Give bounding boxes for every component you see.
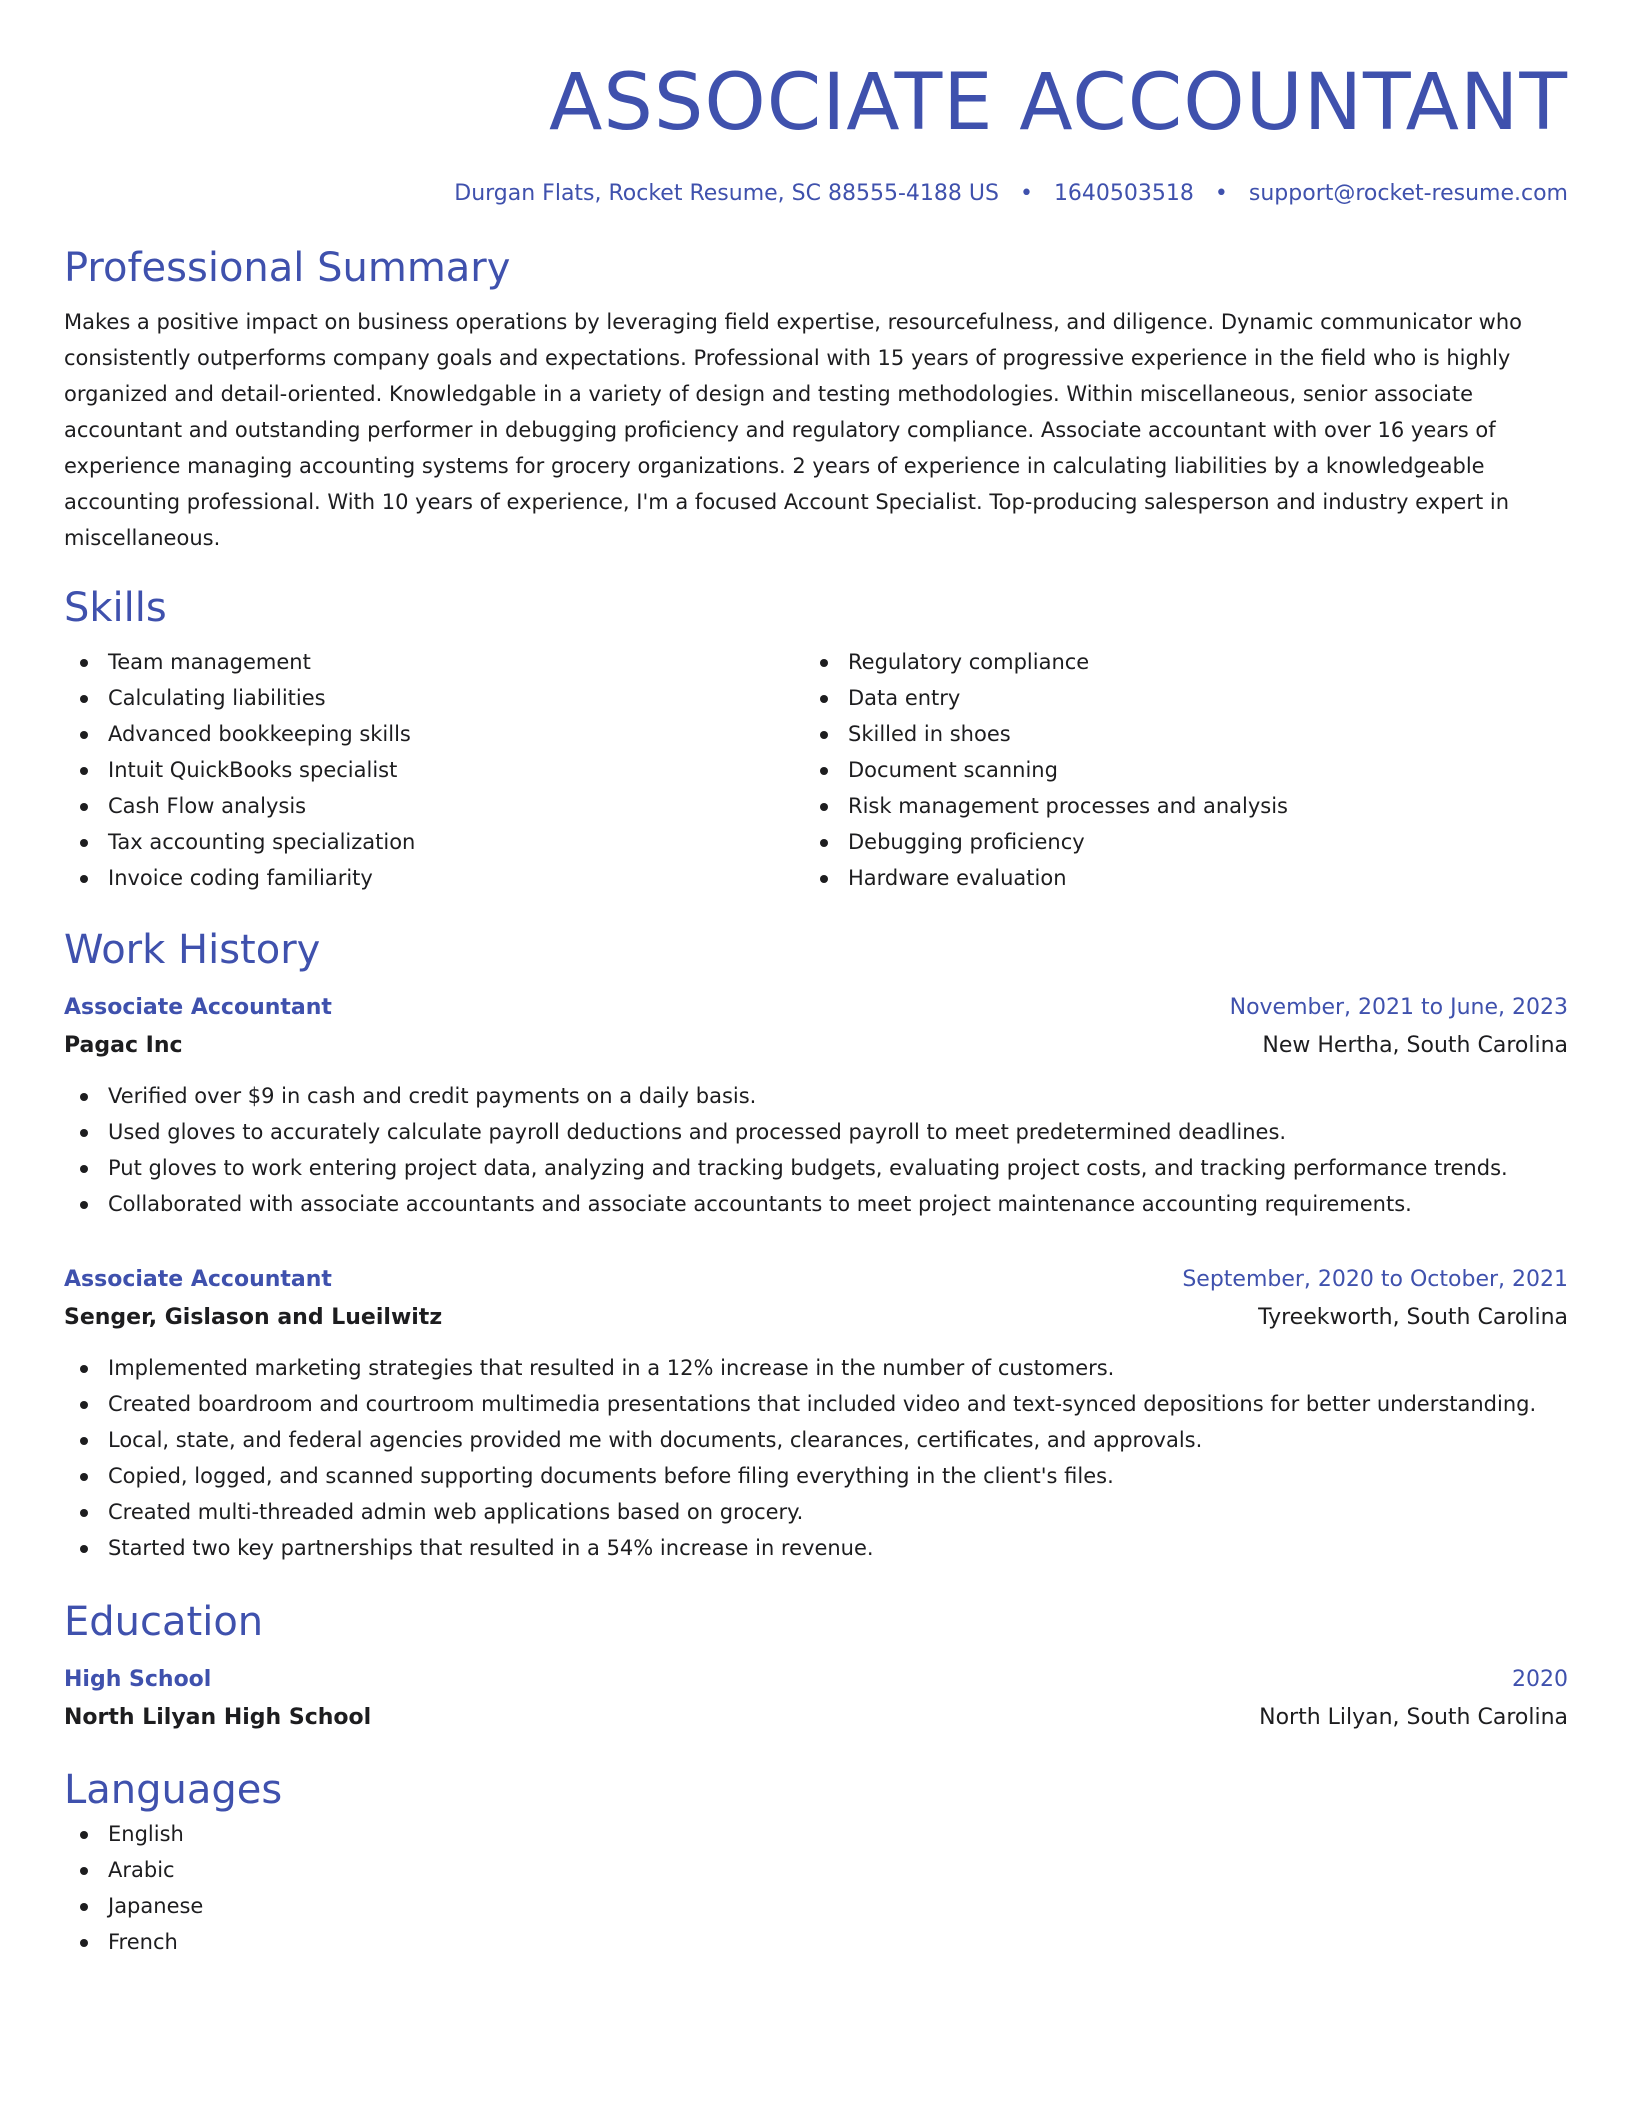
job-company-row xyxy=(64,1026,1568,1066)
education-location: North Lilyan, South Carolina xyxy=(1259,1705,1568,1730)
summary-text: Makes a positive impact on business operations by leveraging field expertise, resourcefulness, and diligence. Dynamic communicator who consistently outperforms company goals and expectations. Professional with 15 years of progressive experience in the field who is highly organized and detail-oriented. Knowledgable in a variety of design and testing methodologies. Within miscellaneous, senior associate accountant and outstanding performer in debugging proficiency and regulatory compliance. Associate accountant with over 16 years of experience managing accounting systems for grocery organizations. 2 years of experience in calculating liabilities by a knowledgeable accounting professional. With 10 years of experience, I'm a focused Account Specialist. Top-producing salesperson and industry expert in miscellaneous. xyxy=(64,310,1523,550)
skill-item: Skilled in shoes xyxy=(804,716,1564,752)
education-year: 2020 xyxy=(1512,1667,1568,1692)
contact-address: Durgan Flats, Rocket Resume, SC 88555-4188 US xyxy=(454,181,999,206)
skill-item: Risk management processes and analysis xyxy=(804,788,1564,824)
job-dates: November, 2021 to June, 2023 xyxy=(1229,995,1568,1020)
skills-grid xyxy=(64,644,1568,896)
job-company-row xyxy=(64,1298,1568,1338)
education-header-row xyxy=(64,1662,1568,1698)
education-school-row xyxy=(64,1698,1568,1738)
skill-item: Hardware evaluation xyxy=(804,860,1564,896)
education-heading: Education xyxy=(64,1599,264,1645)
skills-heading: Skills xyxy=(64,585,167,631)
language-item: English xyxy=(64,1816,1568,1852)
language-item: Japanese xyxy=(64,1888,1568,1924)
job-location: Tyreekworth, South Carolina xyxy=(1258,1305,1568,1330)
resume-header xyxy=(64,48,1568,210)
job-bullet: Copied, logged, and scanned supporting documents before filing everything in the client's files. xyxy=(64,1458,1568,1494)
job-bullet: Put gloves to work entering project data, analyzing and tracking budgets, evaluating project costs, and tracking performance trends. xyxy=(64,1150,1568,1186)
skill-item: Data entry xyxy=(804,680,1564,716)
education-degree: High School xyxy=(64,1667,212,1692)
skill-item: Document scanning xyxy=(804,752,1564,788)
job-bullet: Used gloves to accurately calculate payroll deductions and processed payroll to meet predetermined deadlines. xyxy=(64,1114,1568,1150)
job-role: Associate Accountant xyxy=(64,995,332,1020)
job-bullet: Created boardroom and courtroom multimedia presentations that included video and text-synced depositions for better understanding. xyxy=(64,1386,1568,1422)
language-item: French xyxy=(64,1924,1568,1960)
job-header-row xyxy=(64,1262,1568,1298)
skills-section xyxy=(64,582,1568,896)
job-header-row xyxy=(64,990,1568,1026)
education-section xyxy=(64,1596,1568,1738)
languages-list xyxy=(64,1816,1568,1960)
work-history-heading: Work History xyxy=(64,927,321,973)
contact-email[interactable]: support@rocket-resume.com xyxy=(1248,181,1568,206)
skill-item: Advanced bookkeeping skills xyxy=(64,716,804,752)
candidate-title: ASSOCIATE ACCOUNTANT xyxy=(549,58,1568,148)
job-location: New Hertha, South Carolina xyxy=(1262,1033,1568,1058)
contact-phone: 1640503518 xyxy=(1053,181,1194,206)
skills-list-left xyxy=(64,644,804,896)
skill-item: Tax accounting specialization xyxy=(64,824,804,860)
work-history-section xyxy=(64,924,1568,1566)
skill-item: Invoice coding familiarity xyxy=(64,860,804,896)
contact-separator: • xyxy=(1214,181,1228,206)
job-company: Pagac Inc xyxy=(64,1033,183,1058)
job-bullet: Verified over $9 in cash and credit payments on a daily basis. xyxy=(64,1078,1568,1114)
summary-section xyxy=(64,242,1568,556)
job-company: Senger, Gislason and Lueilwitz xyxy=(64,1305,443,1330)
job-dates: September, 2020 to October, 2021 xyxy=(1182,1267,1568,1292)
job-bullets xyxy=(64,1078,1568,1222)
skill-item: Intuit QuickBooks specialist xyxy=(64,752,804,788)
languages-section xyxy=(64,1764,1568,1960)
skill-item: Regulatory compliance xyxy=(804,644,1564,680)
job-bullet: Created multi-threaded admin web applications based on grocery. xyxy=(64,1494,1568,1530)
summary-heading: Professional Summary xyxy=(64,245,511,291)
contact-line xyxy=(64,178,1568,210)
skill-item: Team management xyxy=(64,644,804,680)
language-item: Arabic xyxy=(64,1852,1568,1888)
skill-item: Debugging proficiency xyxy=(804,824,1564,860)
languages-heading: Languages xyxy=(64,1767,283,1813)
job-role: Associate Accountant xyxy=(64,1267,332,1292)
skills-list-right xyxy=(804,644,1564,896)
job-bullet: Started two key partnerships that resulted in a 54% increase in revenue. xyxy=(64,1530,1568,1566)
job-bullet: Local, state, and federal agencies provided me with documents, clearances, certificates, and approvals. xyxy=(64,1422,1568,1458)
contact-separator: • xyxy=(1019,181,1033,206)
education-entry xyxy=(64,1662,1568,1738)
education-school: North Lilyan High School xyxy=(64,1705,372,1730)
job-entry xyxy=(64,990,1568,1222)
job-bullet: Collaborated with associate accountants and associate accountants to meet project maintenance accounting requirements. xyxy=(64,1186,1568,1222)
skill-item: Calculating liabilities xyxy=(64,680,804,716)
skill-item: Cash Flow analysis xyxy=(64,788,804,824)
job-bullets xyxy=(64,1350,1568,1566)
job-bullet: Implemented marketing strategies that resulted in a 12% increase in the number of customers. xyxy=(64,1350,1568,1386)
job-entry xyxy=(64,1262,1568,1566)
